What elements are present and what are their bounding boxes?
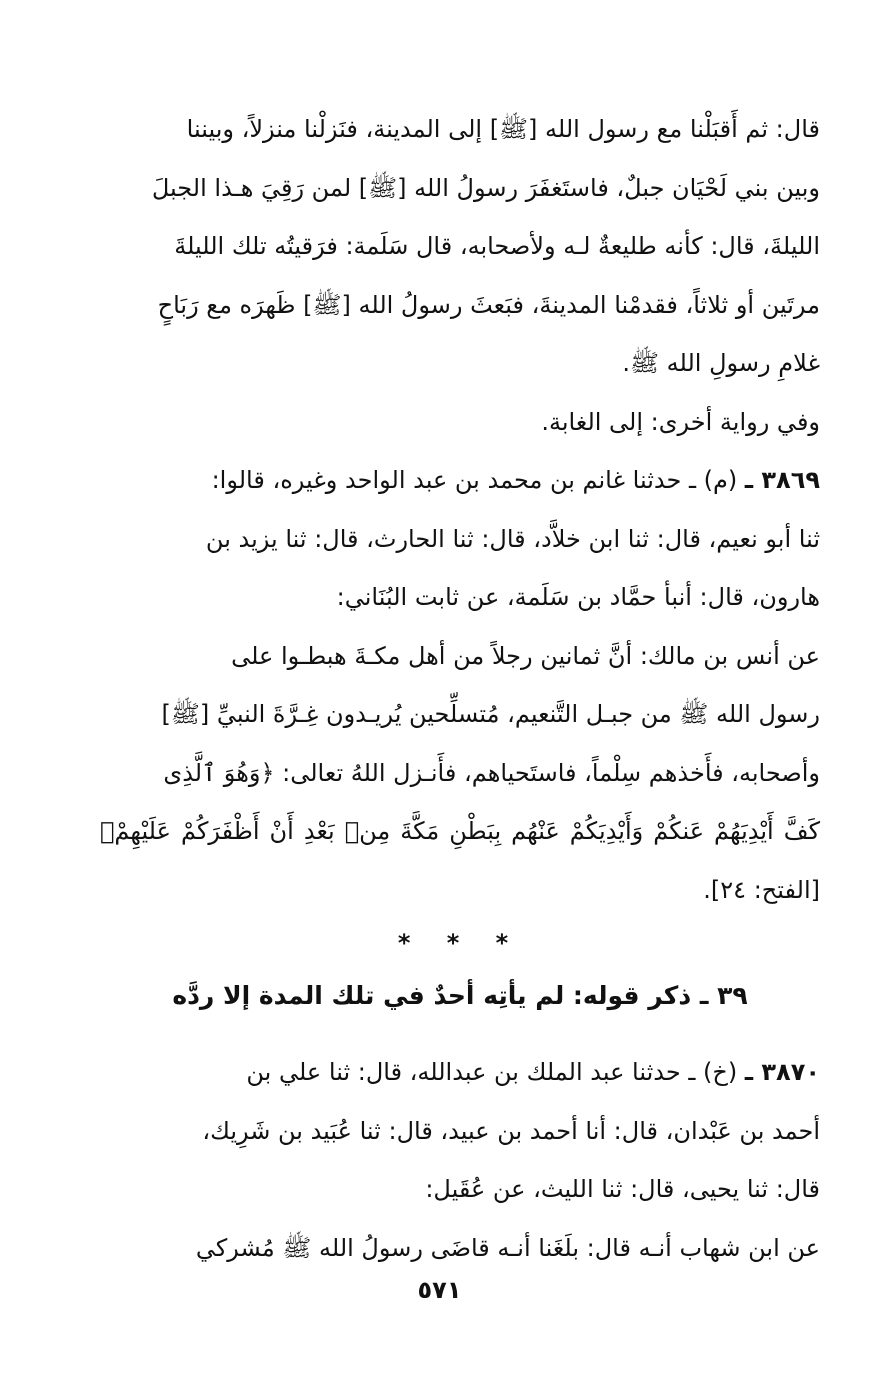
text-line: قال: ثنا يحيى، قال: ثنا الليث، عن عُقَيل: bbox=[425, 1175, 820, 1203]
hadith-number: ٣٨٦٩ ـ bbox=[744, 466, 820, 494]
text-line: وفي رواية أخرى: إلى الغابة. bbox=[541, 407, 820, 436]
paragraph-anas-narration bbox=[100, 627, 820, 920]
section-separator: * * * bbox=[397, 929, 523, 957]
text-line bbox=[100, 1043, 820, 1102]
paragraph-other-narration bbox=[100, 393, 820, 452]
text-line: وبين بني لَحْيَان جبلٌ، فاستَغفَرَ رسولُ الله [ﷺ] لمن رَقِيَ هـذا الجبلَ bbox=[151, 173, 820, 202]
text-line: غلامِ رسولِ الله ﷺ. bbox=[622, 349, 820, 377]
hadith-chain-start: (خ) ـ حدثنا عبد الملك بن عبدالله، قال: ثنا علي بن bbox=[246, 1058, 745, 1086]
text-line: عن أنس بن مالك: أنَّ ثمانين رجلاً من أهل مكـةَ هبطـوا على bbox=[231, 641, 820, 670]
text-line: ثنا أبو نعيم، قال: ثنا ابن خلاَّد، قال: ثنا الحارث، قال: ثنا يزيد بن bbox=[205, 524, 820, 553]
hadith-number: ٣٨٧٠ ـ bbox=[744, 1058, 820, 1086]
paragraph-salama-narration bbox=[100, 100, 820, 393]
text-line: الليلةَ، قال: كأنه طليعةٌ لـه ولأصحابه، قال سَلَمة: فرَقيتُه تلك الليلةَ bbox=[174, 232, 820, 260]
hadith-chain-start: (م) ـ حدثنا غانم بن محمد بن عبد الواحد وغيره، قالوا: bbox=[211, 466, 745, 494]
page-number: ٥٧١ bbox=[417, 1276, 462, 1304]
text-line: قال: ثم أَقبَلْنا مع رسول الله [ﷺ] إلى المدينة، فنَزلْنا منزلاً، وبيننا bbox=[186, 115, 820, 143]
text-line: مرتَين أو ثلاثاً، فقدمْنا المدينةَ، فبَعثَ رسولُ الله [ﷺ] ظَهرَه مع رَبَاحٍ bbox=[157, 290, 820, 319]
text-line: هارون، قال: أنبأ حمَّاد بن سَلَمة، عن ثابت البُنَاني: bbox=[336, 583, 820, 611]
text-line: رسول الله ﷺ من جبـل التَّنعيم، مُتسلِّحين يُريـدون غِـرَّةَ النبيِّ [ﷺ] bbox=[161, 700, 820, 728]
text-line: وأصحابه، فأَخذهم سِلْماً، فاستَحياهم، فأَنـزل اللهُ تعالى: ﴿وَهُوَ ٱلَّذِى bbox=[163, 758, 820, 787]
text-line: أحمد بن عَبْدان، قال: أنا أحمد بن عبيد، قال: ثنا عُبَيد بن شَرِيك، bbox=[202, 1116, 820, 1145]
hadith-3869-chain bbox=[100, 451, 820, 627]
text-line bbox=[100, 451, 820, 510]
paragraph-ibn-shihab bbox=[100, 1219, 820, 1278]
book-page bbox=[100, 100, 820, 1320]
text-line: عن ابن شهاب أنـه قال: بلَغَنا أنـه قاضَى رسولُ الله ﷺ مُشركي bbox=[195, 1233, 820, 1262]
quran-verse-line: كَفَّ أَيْدِيَهُمْ عَنكُمْ وَأَيْدِيَكُمْ عَنْهُم بِبَطْنِ مَكَّةَ مِنۢ بَعْدِ أَنْ أَظْفَرَكُمْ عَلَيْهِمْ﴾ [الفتح: ٢٤]. bbox=[100, 817, 820, 904]
chapter-heading: ٣٩ ـ ذكر قوله: لم يأتِه أحدٌ في تلك المدة إلا ردَّه bbox=[172, 981, 748, 1010]
hadith-3870-chain bbox=[100, 1043, 820, 1219]
